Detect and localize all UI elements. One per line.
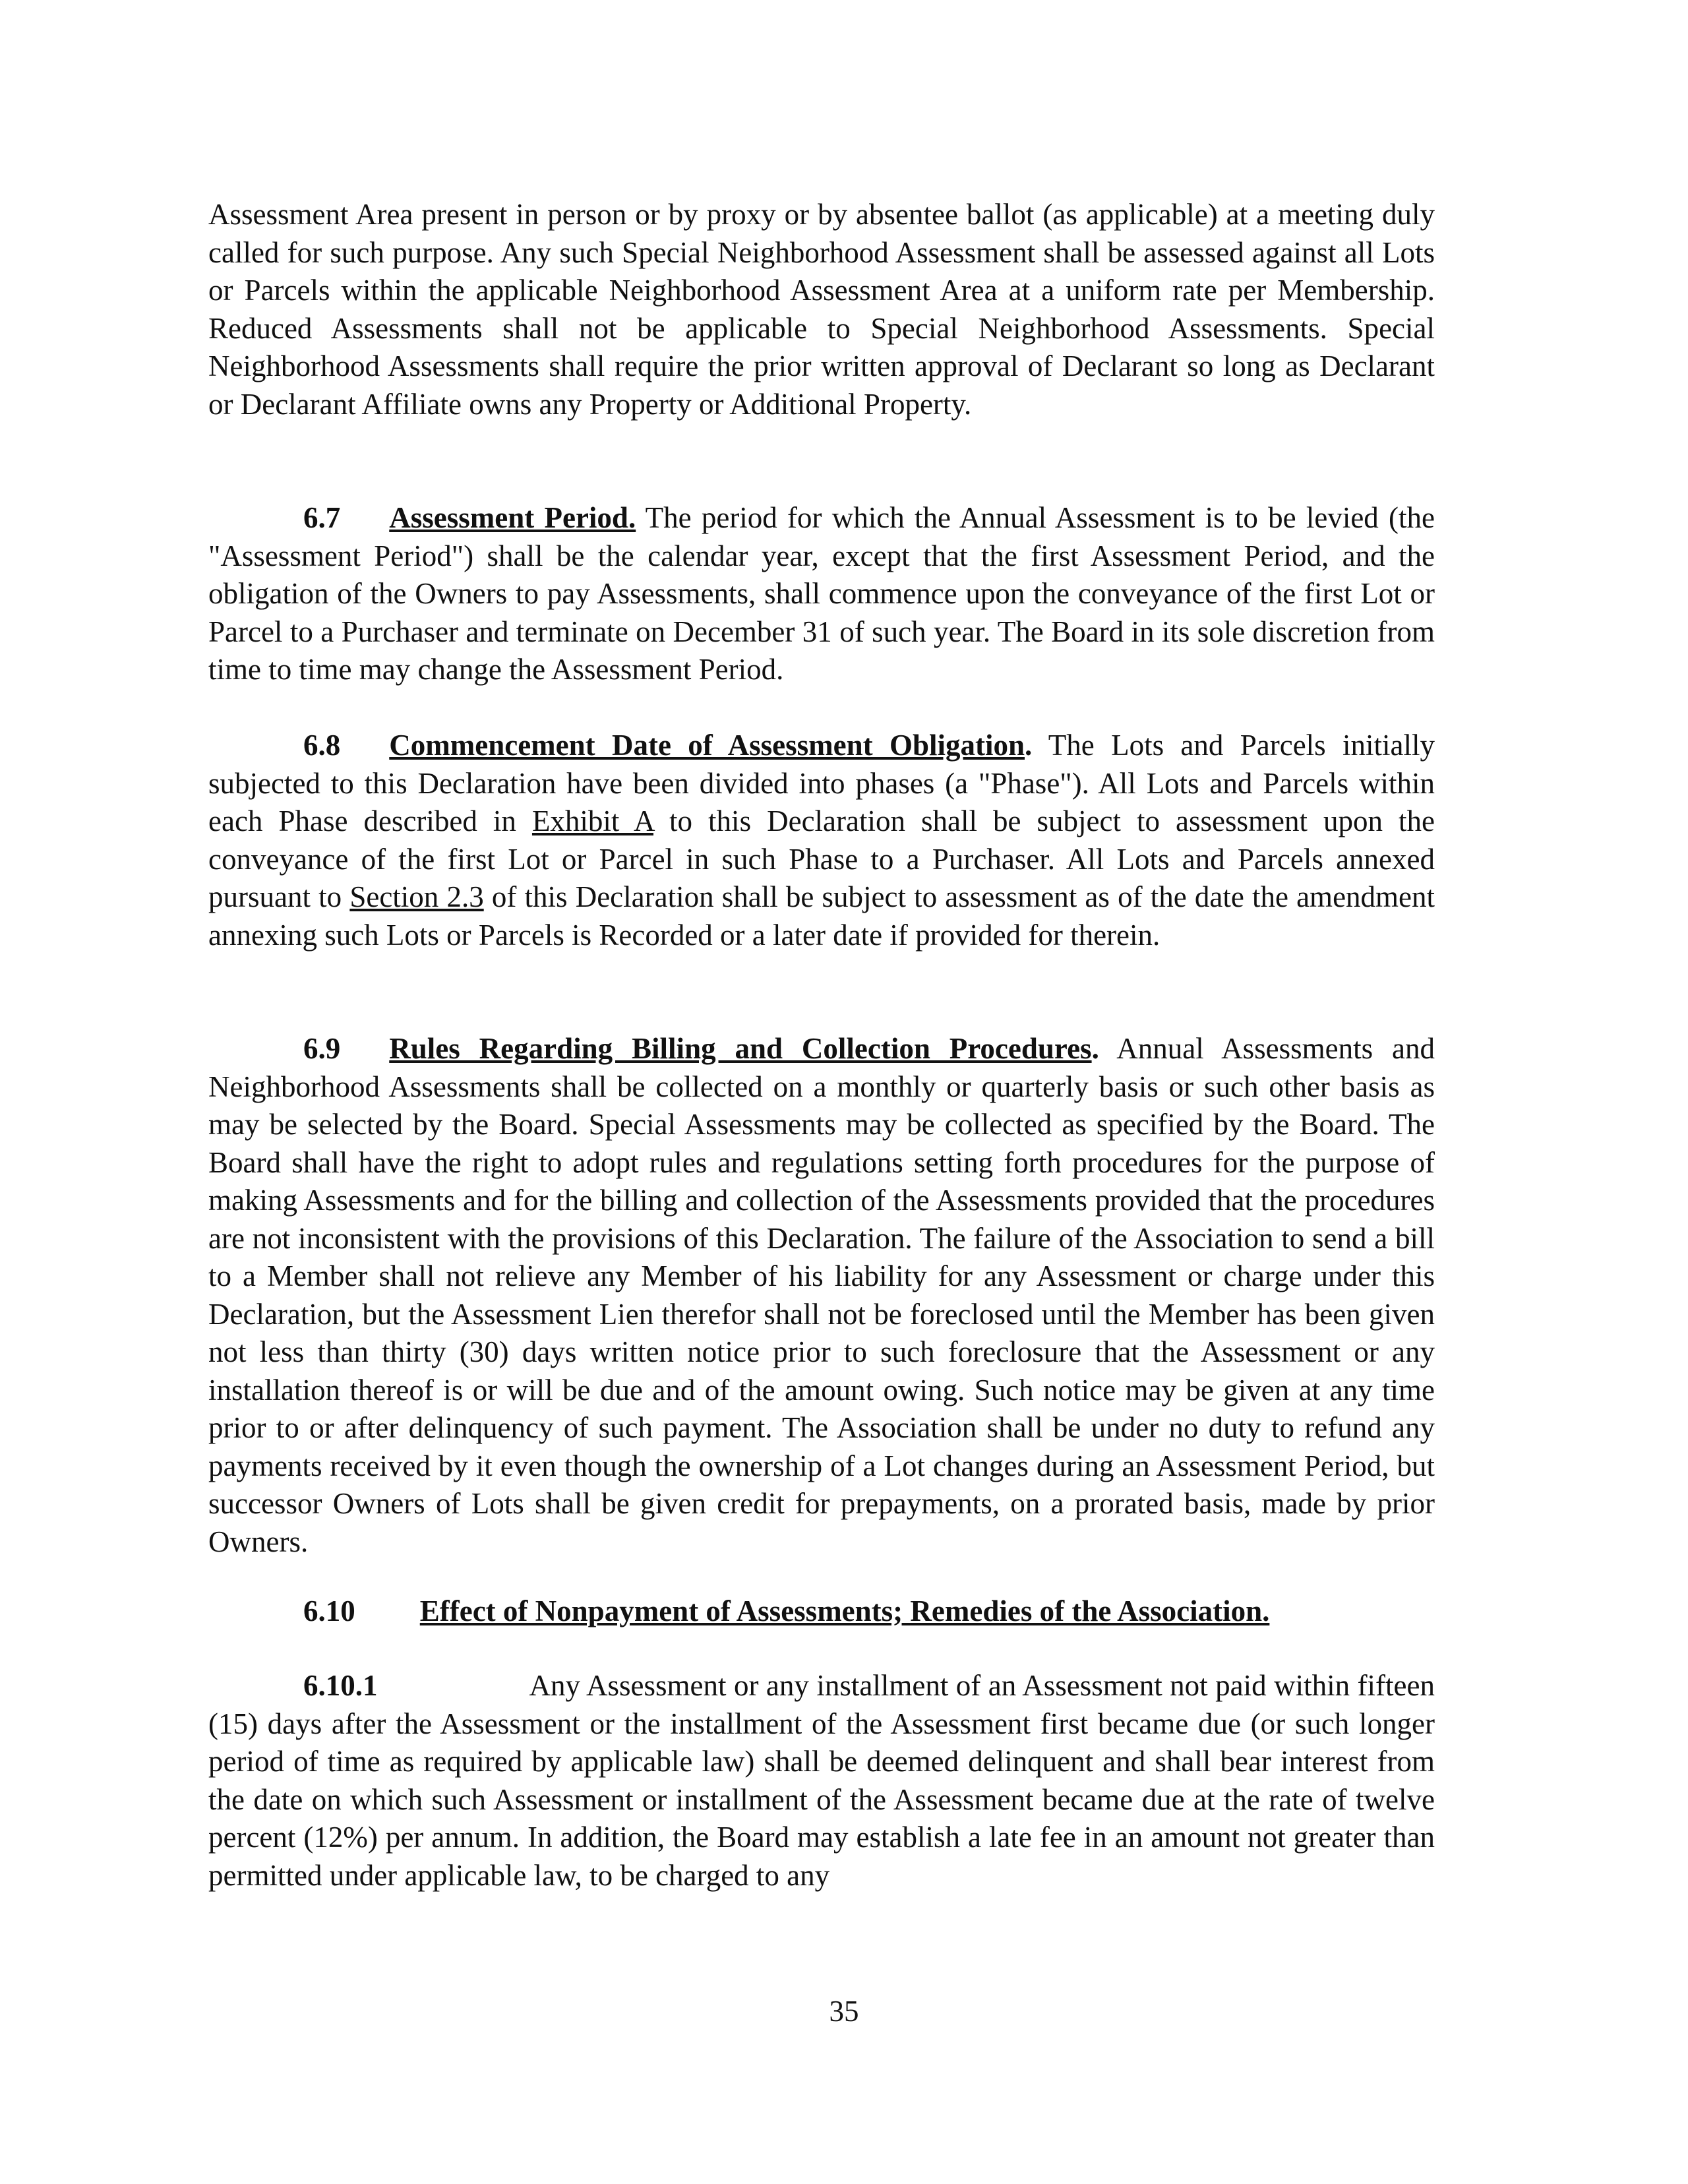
- section-6-10-1-number: 6.10.1: [303, 1669, 378, 1702]
- section-6-8: [208, 727, 1435, 954]
- section-6-10-number: 6.10: [303, 1594, 355, 1627]
- section-6-7-heading: Assessment Period.: [389, 501, 636, 534]
- section-6-10-1: [208, 1667, 1435, 1895]
- section-6-10-heading-line: [303, 1592, 1269, 1631]
- section-6-10-1-body: Any Assessment or any installment of an Assessment not paid within fifteen (15) days after the Assessment or the installment of the Assessment first became due (or such longer period of time as required by applicable law) shall be deemed delinquent and shall bear interest from the date on which such Assessment or installment of the Assessment became due at the rate of twelve percent (12%) per annum. In addition, the Board may establish a late fee in an amount not greater than permitted under applicable law, to be charged to any: [208, 1669, 1435, 1892]
- section-6-9-heading: Rules Regarding Billing and Collection Procedures: [389, 1032, 1092, 1065]
- intro-text: Assessment Area present in person or by proxy or by absentee ballot (as applicable) at a meeting duly called for such purpose. Any such Special Neighborhood Assessment shall be assessed against all Lots or Parcels within the applicable Neighborhood Assessment Area at a uniform rate per Membership. Reduced Assessments shall not be applicable to Special Neighborhood Assessments. Special Neighborhood Assessments shall require the prior written approval of Declarant so long as Declarant or Declarant Affiliate owns any Property or Additional Property.: [208, 198, 1435, 421]
- section-6-8-period: .: [1025, 729, 1033, 762]
- section-6-7-body: The period for which the Annual Assessment is to be levied (the "Assessment Period") shall be the calendar year, except that the first Assessment Period, and the obligation of the Owners to pay Assessments, shall commence upon the conveyance of the first Lot or Parcel to a Purchaser and terminate on December 31 of such year. The Board in its sole discretion from time to time may change the Assessment Period.: [208, 501, 1435, 686]
- section-6-9: [208, 1030, 1435, 1561]
- section-6-7-number: 6.7: [303, 501, 341, 534]
- page-number: 35: [829, 1995, 859, 2028]
- section-6-9-period: .: [1091, 1032, 1099, 1065]
- section-6-9-body: Annual Assessments and Neighborhood Assessments shall be collected on a monthly or quarterly basis or such other basis as may be selected by the Board. Special Assessments may be collected as specified by the Board. The Board shall have the right to adopt rules and regulations setting forth procedures for the purpose of making Assessments and for the billing and collection of the Assessments provided that the procedures are not inconsistent with the provisions of this Declaration. The failure of the Association to send a bill to a Member shall not relieve any Member of his liability for any Assessment or charge under this Declaration, but the Assessment Lien therefor shall not be foreclosed until the Member has been given not less than thirty (30) days written notice prior to such foreclosure that the Assessment or any installation thereof is or will be due and of the amount owing. Such notice may be given at any time prior to or after delinquency of such payment. The Association shall be under no duty to refund any payments received by it even though the ownership of a Lot changes during an Assessment Period, but successor Owners of Lots shall be given credit for prepayments, on a prorated basis, made by prior Owners.: [208, 1032, 1435, 1558]
- section-2-3-reference: Section 2.3: [349, 880, 484, 913]
- section-6-8-heading: Commencement Date of Assessment Obligation: [389, 729, 1025, 762]
- intro-paragraph: [208, 196, 1435, 423]
- section-6-8-body-c: of this Declaration shall be subject to assessment as of the date the amendment annexing such Lots or Parcels is Recorded or a later date if provided for therein.: [208, 880, 1435, 952]
- section-6-8-number: 6.8: [303, 729, 341, 762]
- section-6-8-body-a: The Lots and Parcels initially subjected to this Declaration have been divided into phases (a "Phase"). All Lots and Parcels within each Phase described in: [208, 729, 1435, 837]
- section-6-9-number: 6.9: [303, 1032, 341, 1065]
- section-6-8-body-b: to this Declaration shall be subject to assessment upon the conveyance of the first Lot or Parcel in such Phase to a Purchaser. All Lots and Parcels annexed pursuant to: [208, 804, 1435, 913]
- exhibit-a-reference: Exhibit A: [531, 804, 653, 837]
- section-6-7: [208, 499, 1435, 689]
- section-6-10-heading: Effect of Nonpayment of Assessments; Remedies of the Association.: [419, 1594, 1270, 1627]
